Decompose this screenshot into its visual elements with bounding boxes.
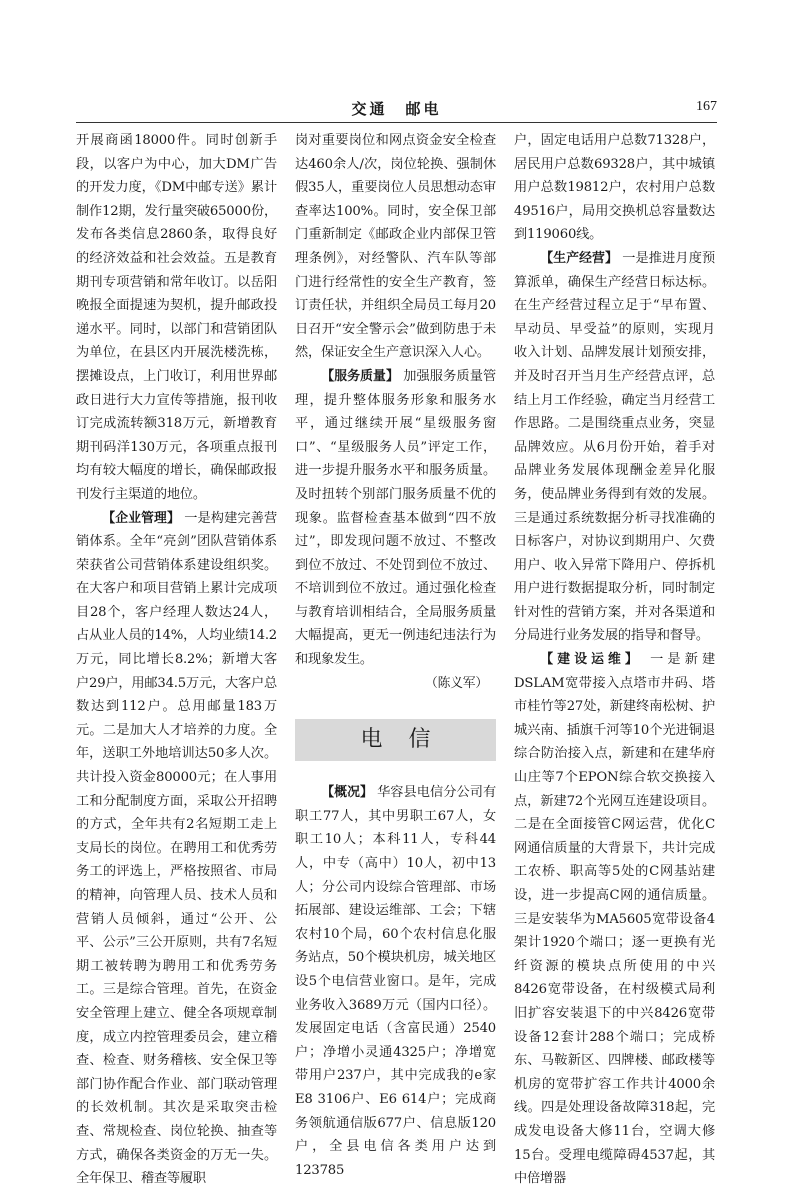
paragraph-text: 华容县电信分公司有职工77人，其中男职工67人，女职工10人；本科11人，专科44人，中专（高中）10人，初中13人；分公司内设综合管理部、市场拓展部、建设运维部、工会；下辖农村10个局，60个农村信息化服务站点，50个模块机房，城关地区设5个电信营业窗口。是年，完成业务收入3689万元（国内口径）。发展固定电话（含富民通）2540户；净增小灵通4325户；净增宽带用户237户，其中完成我的e家E8 3106户、E6 614户；完成商务领航通信版677户、信息版120户，全县电信各类用户达到123785 [295, 785, 496, 1178]
keyword-heading: 【建设运维】 [540, 652, 642, 668]
paragraph-construction [514, 648, 715, 1191]
section-title: 交通 邮电 [351, 100, 442, 118]
paragraph-text: 一是新建DSLAM宽带接入点塔市井码、塔市桂竹等27处，新建终南松树、护城兴南、插旗千河等10个光进铜退综合防治接入点，新建和在建华府山庄等7个EPON综合软交换接入点，新建72个光网互连建设项目。二是在全面接管C网运营，优化C网通信质量的大背景下，共计完成工农桥、职高等5处的C网基站建设，进一步提高C网的通信质量。三是安装华为MA5605宽带设备4架计1920个端口；逐一更换有光纤资源的模块点所使用的中兴8426宽带设备，在村级模式局利旧扩容安装退下的中兴8426宽带设备12套计288个端口；完成桥东、马鞍新区、四牌楼、邮政楼等机房的宽带扩容工作共计4000余线。四是处理设备故障318起，完成发电设备大修11台，空调大修15台。受理电缆障碍4537起，其中倍增器 [514, 652, 715, 1187]
paragraph-service-quality [295, 365, 496, 672]
paragraph-text: 一是构建完善营销体系。全年“亮剑”团队营销体系荣获省公司营销体系建设组织奖。在大客户和项目营销上累计完成项目28个，客户经理人数达24人，占从业人员的14%，人均业绩14.2万元，同比增长8.2%；新增大客户29户，用邮34.5万元，大客户总数达到112户。总用邮量183万元。二是加大人才培养的力度。全年，送职工外地培训达50多人次。共计投入资金80000元；在人事用工和分配制度方面，采取公开招聘的方式，全年共有2名短期工走上支局长的岗位。在聘用工和优秀劳务工的评选上，严格按照省、市局的精神，向管理人员、技术人员和营销人员倾斜，通过“公开、公平、公示”三公开原则，共有7名短期工被转聘为聘用工和优秀劳务工。三是综合管理。首先，在资金安全管理上建立、健全各项规章制度，成立内控管理委员会，建立稽查、检查、财务稽核、安全保卫等部门协作配合作业、部门联动管理的长效机制。其次是采取突击检查、常规检查、岗位轮换、抽查等方式，确保各类资金的万无一失。全年保卫、稽查等履职 [76, 510, 277, 1187]
keyword-heading: 【企业管理】 [102, 510, 180, 526]
keyword-heading: 【生产经营】 [540, 250, 618, 266]
paragraph-production [514, 247, 715, 648]
column-2 [295, 129, 496, 1182]
paragraph-overview [295, 781, 496, 1182]
page-number: 167 [696, 99, 717, 114]
keyword-heading: 【概况】 [321, 785, 373, 801]
column-1 [76, 129, 277, 1191]
page-header [76, 96, 717, 123]
paragraph-text: 加强服务质量管理，提升整体服务形象和服务水平，通过继续开展“星级服务窗口”、“星级服务人员”评定工作，进一步提升服务水平和服务质量。及时扭转个别部门服务质量不优的现象。监督检查基本做到“四不放过”，即发现问题不放过、不整改到位不放过、不处罚到位不放过、不培训到位不放过。通过强化检查与教育培训相结合，全局服务质量大幅提高，更无一例违纪违法行为和现象发生。 [295, 368, 496, 668]
paragraph-enterprise-management [76, 507, 277, 1191]
paragraph: 户，固定电话用户总数71328户，居民用户总数69328户，其中城镇用户总数19812户，农村用户总数49516户，局用交换机总容量数达到119060线。 [514, 133, 715, 243]
paragraph: 岗对重要岗位和网点资金安全检查达460余人/次，岗位轮换、强制休假35人，重要岗位人员思想动态审查率达100%。同时，安全保卫部门重新制定《邮政企业内部保卫管理条例》，对经警队、汽车队等部门进行经常性的安全生产教育，签订责任状，并组织全局员工每月20日召开“安全警示会”做到防患于未然，保证安全生产意识深入人心。 [295, 133, 496, 361]
author-signature: （陈义军） [425, 675, 488, 691]
column-3 [514, 129, 715, 1191]
keyword-heading: 【服务质量】 [321, 368, 399, 384]
paragraph-text: 一是推进月度预算派单，确保生产经营日标达标。在生产经营过程立足于“早布置、早动员、早受益”的原则，实现月收入计划、品牌发展计划预安排，并及时召开当月生产经营点评，总结上月工作经验，确定当月经营工作思路。二是围绕重点业务，突显品牌效应。从6月份开始，着手对品牌业务发展体现酬金差异化服务，使品牌业务得到有效的发展。三是通过系统数据分析寻找准确的日标客户，对协议到期用户、欠费用户、收入异常下降用户、停拆机用户进行数据提取分析，同时制定针对性的营销方案，并对各渠道和分局进行业务发展的指导和督导。 [514, 250, 715, 644]
section-banner-telecom: 电信 [295, 719, 496, 761]
paragraph: 开展商函18000件。同时创新手段，以客户为中心，加大DM广告的开发力度，《DM中邮专送》累计制作12期，发行量突破65000份，发布各类信息2860条，取得良好的经济效益和社会效益。五是教育期刊专项营销和常年收订。以岳阳晚报全面提速为契机，提升邮政投递水平。同时，以部门和营销团队为单位，在县区内开展洗楼洗栋，摆摊设点，上门收订，利用世界邮政日进行大力宣传等措施，报刊收订完成流转额318万元，新增教育期刊码洋130万元，各项重点报刊均有较大幅度的增长，确保邮政报刊发行主渠道的地位。 [76, 133, 277, 502]
